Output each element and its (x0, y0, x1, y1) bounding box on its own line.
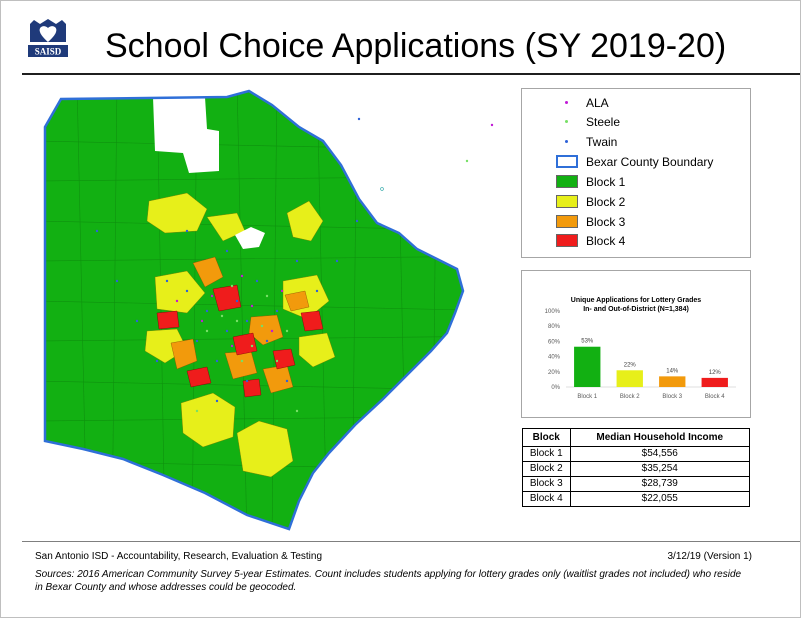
bar-block-4 (702, 378, 728, 387)
x-tick-label: Block 2 (619, 394, 640, 400)
footer-sources: Sources: 2016 American Community Survey 5-year Estimates. Count includes students applying for lottery grades only (waitlist grades not included) who reside in Bexar County and whose addresses could be geocoded. (35, 569, 742, 593)
y-tick-label: 60% (547, 339, 560, 346)
block3-swatch-icon (556, 213, 578, 231)
footer-divider (22, 541, 800, 542)
logo-text: SAISD (34, 46, 62, 57)
cell-block: Block 4 (523, 492, 571, 507)
cell-income: $35,254 (570, 462, 750, 477)
table-row (523, 462, 750, 477)
bar-data-label: 22% (623, 362, 636, 369)
map-legend: ALA Steele Twain Bexar County Boundary Block 1 Block 2 Block 3 Block 4 (521, 88, 751, 258)
table-row (523, 492, 750, 507)
title-divider (22, 73, 800, 75)
saisd-logo-icon (26, 18, 70, 64)
footer-org: San Antonio ISD - Accountability, Research, Evaluation & Testing (35, 551, 323, 562)
cell-block: Block 3 (523, 477, 571, 492)
y-tick-label: 0% (551, 385, 560, 391)
bar-data-label: 12% (708, 369, 721, 376)
cell-income: $22,055 (570, 492, 750, 507)
bar-chart-svg (522, 271, 750, 417)
x-tick-label: Block 3 (662, 394, 683, 400)
cell-income: $28,739 (570, 477, 750, 492)
y-tick-label: 40% (547, 354, 560, 361)
bar-block-2 (617, 370, 643, 387)
footer-date: 3/12/19 (Version 1) (667, 551, 752, 562)
bar-block-3 (659, 376, 685, 387)
bexar-county-map (37, 81, 517, 541)
block1-swatch-icon (556, 173, 578, 191)
cell-income: $54,556 (570, 447, 750, 462)
table-row (523, 447, 750, 462)
income-table (522, 428, 750, 507)
y-tick-label: 100% (544, 309, 560, 315)
boundary-swatch-icon (556, 153, 578, 171)
twain-point-icon (556, 133, 578, 151)
cell-block: Block 1 (523, 447, 571, 462)
header-income: Median Household Income (570, 429, 750, 447)
cell-block: Block 2 (523, 462, 571, 477)
chart-title-line1: Unique Applications for Lottery Grades (570, 297, 702, 304)
steele-point-icon (556, 113, 578, 131)
block2-swatch-icon (556, 193, 578, 211)
bar-block-1 (574, 347, 600, 387)
header-block: Block (523, 429, 571, 447)
applications-chart (521, 270, 751, 418)
x-tick-label: Block 1 (577, 394, 598, 400)
page-title: School Choice Applications (SY 2019-20) (105, 27, 727, 65)
block4-swatch-icon (556, 232, 578, 250)
ala-point-icon (556, 94, 578, 112)
bar-data-label: 14% (666, 368, 679, 375)
y-tick-label: 80% (547, 324, 560, 331)
table-header-row (523, 429, 750, 447)
table-row (523, 477, 750, 492)
bar-data-label: 53% (581, 338, 594, 345)
y-tick-label: 20% (547, 369, 560, 376)
x-tick-label: Block 4 (704, 394, 725, 400)
chart-title-line2: In- and Out-of-District (N=1,384) (583, 306, 689, 313)
